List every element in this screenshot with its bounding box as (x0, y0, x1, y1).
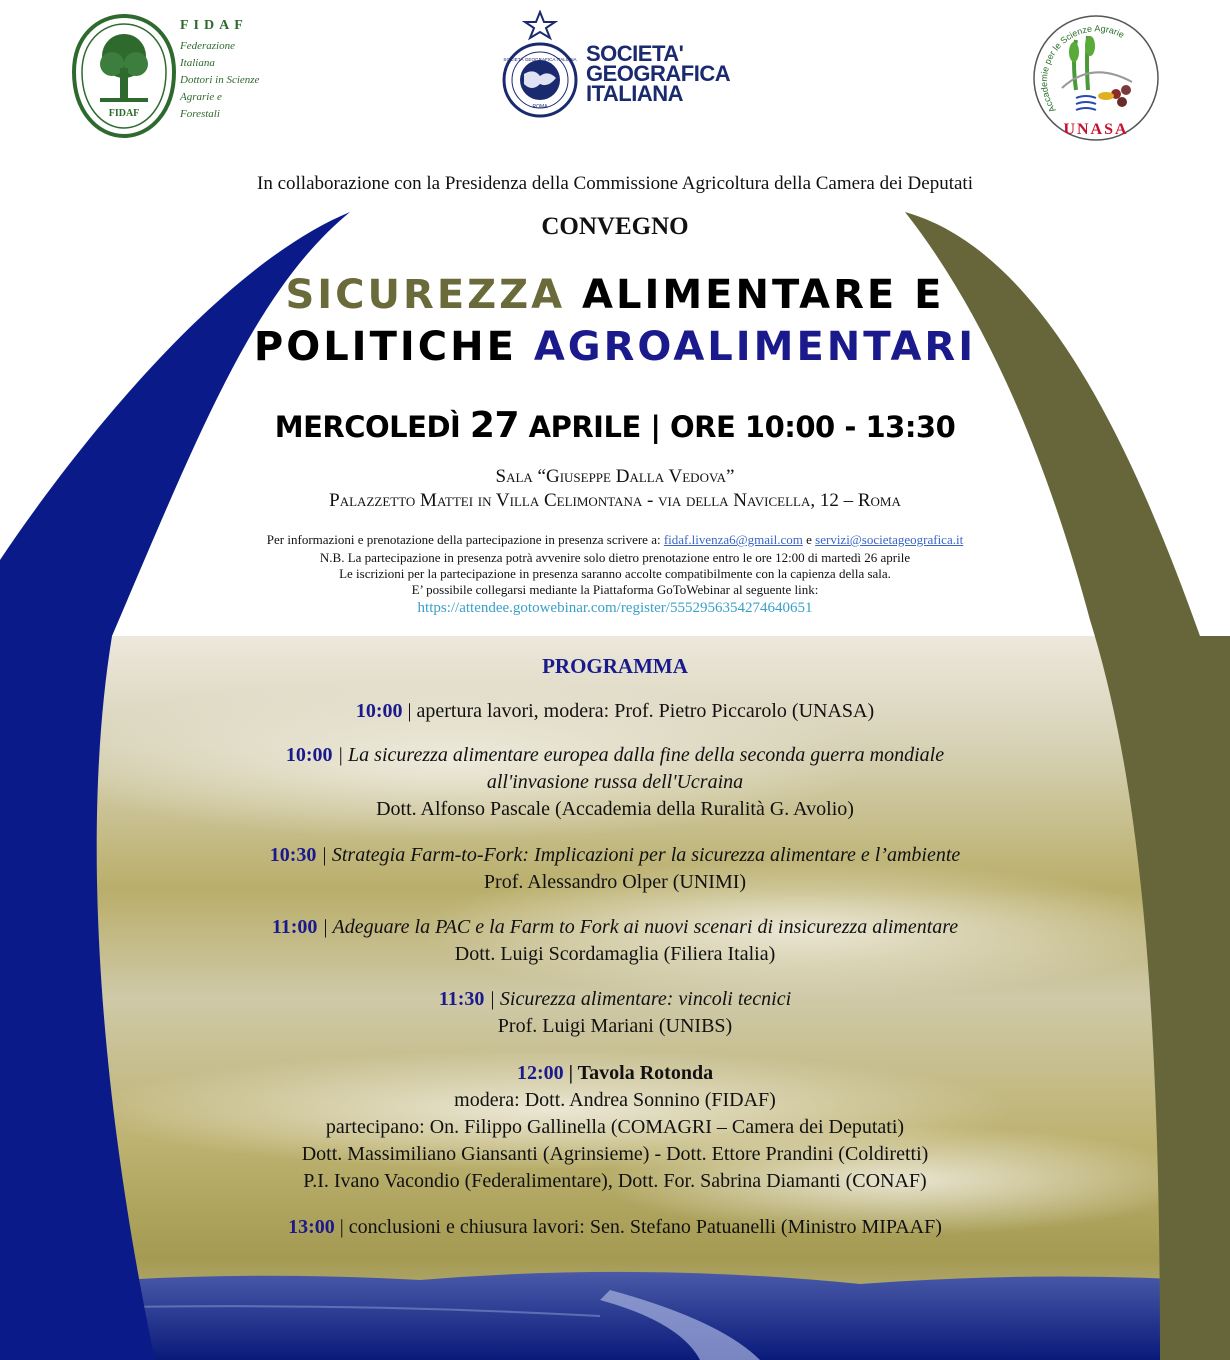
fidaf-seal-logo (70, 12, 178, 140)
date-day: MERCOLEDÌ (274, 410, 461, 444)
fidaf-logo-text (180, 18, 259, 123)
sgi-logo-text: SOCIETA' GEOGRAFICA ITALIANA (586, 41, 731, 106)
info-line-1: Per informazioni e prenotazione della partecipazione in presenza scrivere a: fidaf.livenza6@gmail.com e servizi@societageografica.it (266, 532, 964, 547)
info-line-2: N.B. La partecipazione in presenza potrà avvenire solo dietro prenotazione entro le ore 12:00 di martedì 26 aprile (319, 550, 911, 565)
prog-speaker: Dott. Luigi Scordamaglia (Filiera Italia) (454, 943, 776, 965)
title-line-1 (0, 272, 1230, 318)
prog-item-2: 10:00 | La sicurezza alimentare europea dalla fine della seconda guerra mondiale all'invasione russa dell'Ucraina Dott. Alfonso Pascale (Accademia della Ruralità G. Avolio) (0, 742, 1230, 823)
prog-item-4: 11:00 | Adeguare la PAC e la Farm to Fork ai nuovi scenari di insicurezza alimentare Dott. Luigi Scordamaglia (Filiera Italia) (0, 914, 1230, 968)
prog-time: 12:00 (516, 1062, 564, 1084)
programma-heading: PROGRAMMA (542, 654, 688, 678)
info-line-3: Le iscrizioni per la partecipazione in presenza saranno accolte compatibilmente con la capienza della sala. (339, 566, 891, 581)
date-number: 27 (469, 405, 520, 446)
prog-time: 11:30 (438, 988, 485, 1010)
sgi-seal-text: SOCIETÀ GEOGRAFICA ITALIANA (503, 57, 577, 62)
prog-speaker: Prof. Luigi Mariani (UNIBS) (497, 1015, 733, 1037)
prog-speaker: Prof. Alessandro Olper (UNIMI) (483, 871, 747, 893)
collaboration-line: In collaborazione con la Presidenza della Commissione Agricoltura della Camera dei Deputati (257, 173, 973, 194)
email-link-fidaf[interactable]: fidaf.livenza6@gmail.com (663, 532, 803, 547)
convegno-label: CONVEGNO (541, 213, 689, 240)
unasa-ring-text: Accademie per le Scienze Agrarie (1038, 23, 1127, 115)
title-line-2 (0, 324, 1230, 370)
title-word-agroalimentari: AGROALIMENTARI (533, 324, 977, 370)
prog-time: 10:00 (355, 700, 403, 722)
fidaf-seal-text: FIDAF (108, 108, 140, 119)
email-link-sgi[interactable]: servizi@societageografica.it (815, 532, 964, 547)
fidaf-fullname: Federazione Italiana Dottori in Scienze Agrarie e Forestali (180, 40, 260, 120)
prog-item-3: 10:30 | Strategia Farm-to-Fork: Implicazioni per la sicurezza alimentare e l’ambiente Prof. Alessandro Olper (UNIMI) (0, 842, 1230, 896)
sgi-seal-logo (500, 10, 580, 122)
title-word-sicurezza: SICUREZZA (285, 272, 566, 318)
prog-item-7: 13:00 | conclusioni e chiusura lavori: Sen. Stefano Patuanelli (Ministro MIPAAF) (288, 1216, 942, 1238)
prog-item-5: 11:30 | Sicurezza alimentare: vincoli tecnici Prof. Luigi Mariani (UNIBS) (0, 986, 1230, 1040)
prog-speaker: Dott. Alfonso Pascale (Accademia della Ruralità G. Avolio) (376, 798, 854, 820)
date-rest: APRILE | ORE 10:00 - 13:30 (528, 410, 956, 444)
prog-item-1: 10:00 | apertura lavori, modera: Prof. Pietro Piccarolo (UNASA) (355, 700, 875, 722)
prog-time: 10:00 (285, 744, 333, 766)
title-word-alimentare: ALIMENTARE E (582, 272, 945, 318)
prog-time: 11:00 (271, 916, 318, 938)
event-date (0, 405, 1230, 446)
prog-time: 13:00 (288, 1216, 335, 1238)
prog-time: 10:30 (269, 844, 317, 866)
unasa-logo (1032, 10, 1160, 146)
venue-line-2: Palazzetto Mattei in Villa Celimontana - via della Navicella, 12 – Roma (329, 490, 901, 511)
prog-item-6: 12:00 | Tavola Rotonda modera: Dott. Andrea Sonnino (FIDAF) partecipano: On. Filippo Gallinella (COMAGRI – Camera dei Deputati) Dott. Massimiliano Giansanti (Agrinsieme) - Dott. Ettore Prandini (Coldiretti) P.I. Ivano Vacondio (Federalimentare), Dott. For. Sabrina Diamanti (CONAF) (301, 1062, 929, 1192)
info-line-4: E’ possibile collegarsi mediante la Piattaforma GoToWebinar al seguente link: (411, 582, 819, 597)
venue-line-1: Sala “Giuseppe Dalla Vedova” (495, 466, 735, 487)
sgi-seal-city: ROMA (532, 104, 548, 110)
webinar-link[interactable]: https://attendee.gotowebinar.com/register/5552956354274640651 (417, 600, 813, 616)
fidaf-name: FIDAF (180, 18, 248, 33)
unasa-name: UNASA (1063, 121, 1129, 138)
title-word-politiche: POLITICHE (253, 324, 517, 370)
